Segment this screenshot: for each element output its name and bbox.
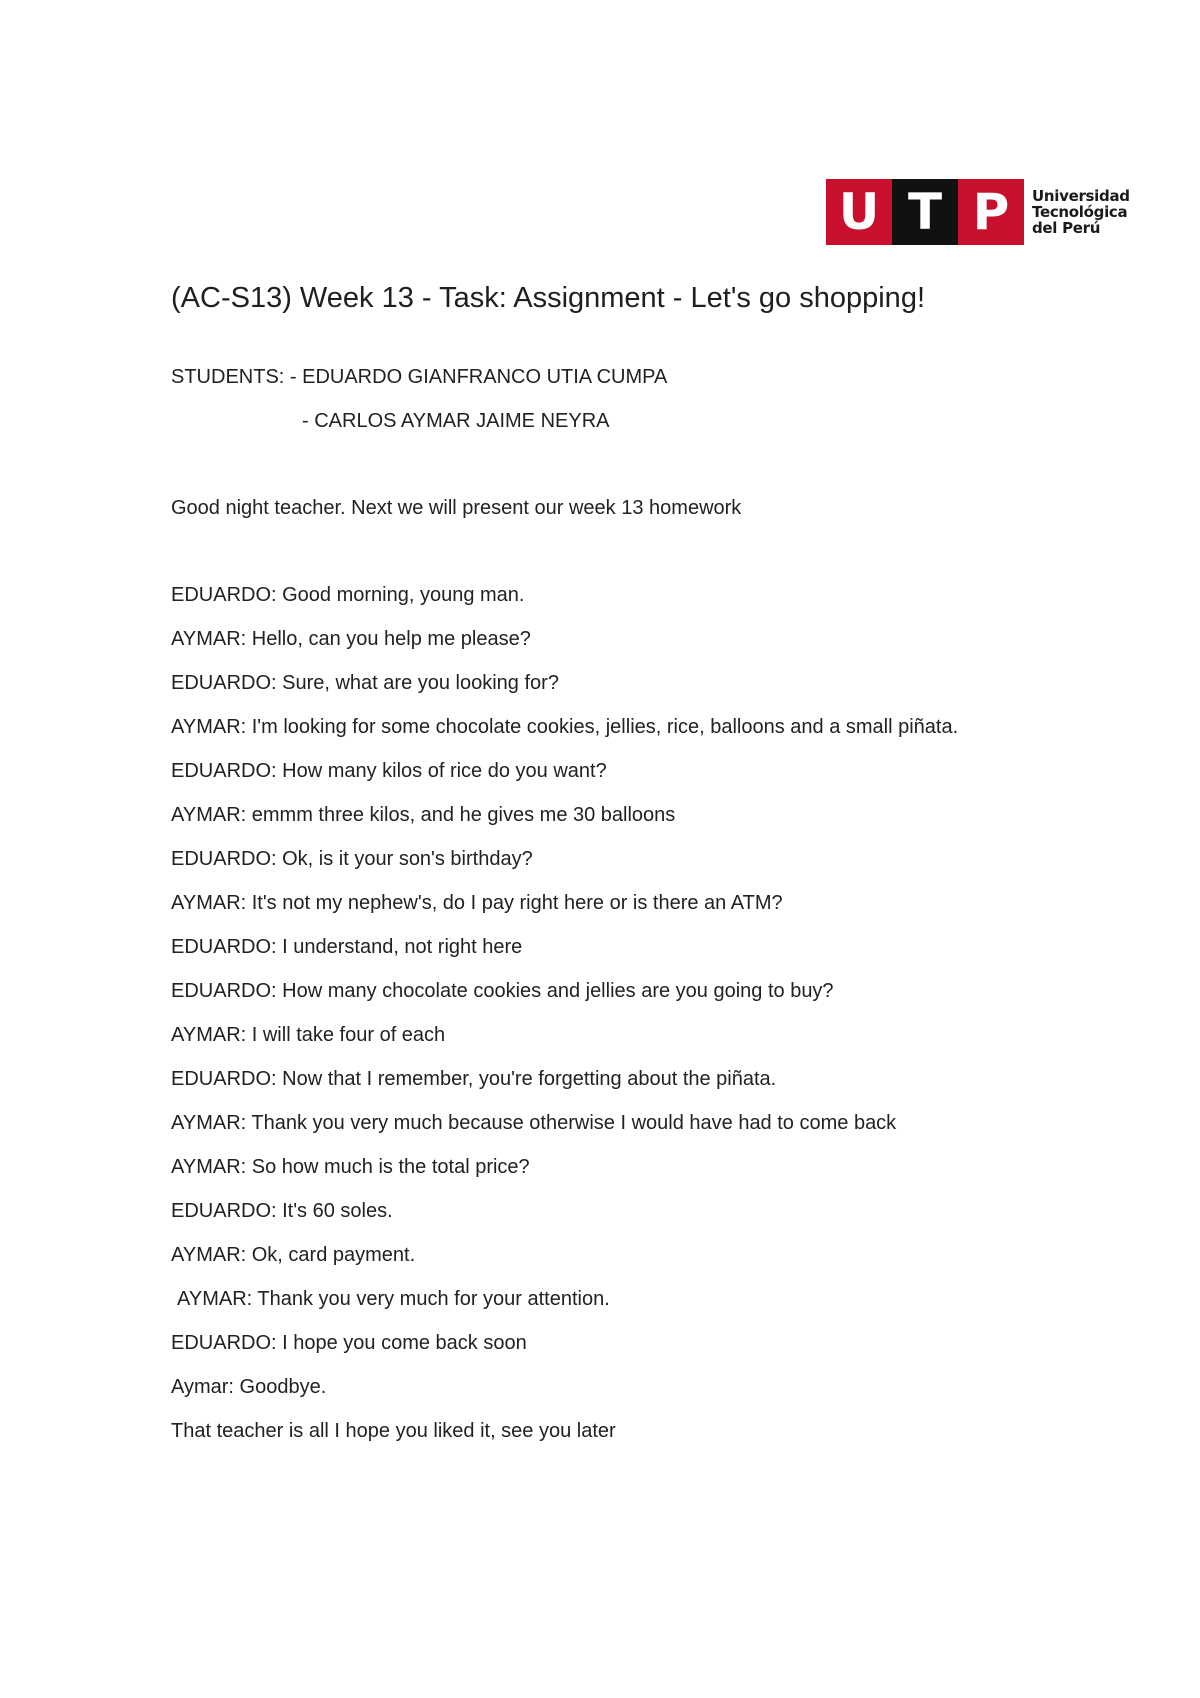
dialogue-line: AYMAR: So how much is the total price? — [171, 1156, 530, 1178]
dialogue-line: AYMAR: Ok, card payment. — [171, 1244, 416, 1266]
dialogue-line: EDUARDO: How many chocolate cookies and jellies are you going to buy? — [171, 980, 834, 1002]
logo-name-line: del Perú — [1032, 219, 1101, 237]
dialogue-line: EDUARDO: How many kilos of rice do you want? — [171, 760, 607, 782]
document-title: (AC-S13) Week 13 - Task: Assignment - Let's go shopping! — [171, 282, 925, 314]
logo-letter-u: U — [826, 179, 892, 245]
dialogue-line: EDUARDO: Ok, is it your son's birthday? — [171, 848, 533, 870]
dialogue-line: EDUARDO: Sure, what are you looking for? — [171, 672, 559, 694]
logo-name-line: Tecnológica — [1032, 203, 1128, 221]
dialogue-line: Aymar: Goodbye. — [171, 1376, 327, 1398]
dialogue-line: EDUARDO: Good morning, young man. — [171, 584, 525, 606]
logo-letter-p: P — [958, 179, 1024, 245]
dialogue-list — [171, 582, 1011, 1462]
students-line-1: STUDENTS: - EDUARDO GIANFRANCO UTIA CUMPA — [171, 366, 668, 388]
dialogue-line: AYMAR: Thank you very much because otherwise I would have had to come back — [171, 1112, 897, 1134]
logo-name-line: Universidad — [1032, 187, 1130, 205]
dialogue-line: AYMAR: I'm looking for some chocolate cookies, jellies, rice, balloons and a small piñata. — [171, 716, 959, 738]
dialogue-line: AYMAR: I will take four of each — [171, 1024, 446, 1046]
dialogue-line: AYMAR: Thank you very much for your attention. — [177, 1288, 610, 1310]
utp-logo — [826, 178, 1130, 246]
dialogue-line: AYMAR: It's not my nephew's, do I pay right here or is there an ATM? — [171, 892, 783, 914]
intro-paragraph: Good night teacher. Next we will present our week 13 homework — [171, 497, 742, 519]
dialogue-line: EDUARDO: I hope you come back soon — [171, 1332, 527, 1354]
dialogue-line: EDUARDO: Now that I remember, you're forgetting about the piñata. — [171, 1068, 777, 1090]
students-line-2: - CARLOS AYMAR JAIME NEYRA — [302, 410, 610, 432]
dialogue-line: AYMAR: Hello, can you help me please? — [171, 628, 531, 650]
logo-institution-name — [1032, 188, 1130, 236]
dialogue-line: AYMAR: emmm three kilos, and he gives me 30 balloons — [171, 804, 676, 826]
logo-letter-t: T — [892, 179, 958, 245]
dialogue-line: EDUARDO: It's 60 soles. — [171, 1200, 393, 1222]
dialogue-line: That teacher is all I hope you liked it, see you later — [171, 1420, 616, 1442]
dialogue-line: EDUARDO: I understand, not right here — [171, 936, 523, 958]
